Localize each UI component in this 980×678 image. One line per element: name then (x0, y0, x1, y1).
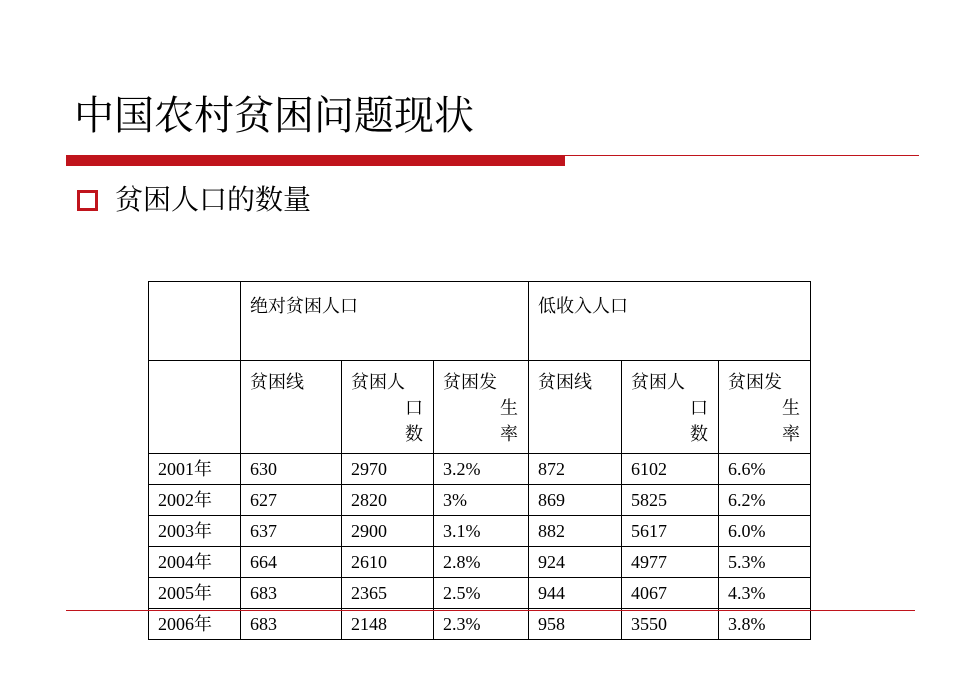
group-header-absolute-poverty: 绝对贫困人口 (241, 282, 529, 361)
table-cell: 944 (529, 578, 622, 609)
table-cell: 924 (529, 547, 622, 578)
bottom-divider-line (66, 610, 915, 611)
table-cell: 958 (529, 609, 622, 640)
table-cell: 2365 (342, 578, 434, 609)
year-cell: 2005年 (149, 578, 241, 609)
group-header-row (149, 282, 811, 361)
poverty-table (148, 281, 811, 640)
table-cell: 3.2% (434, 454, 529, 485)
table-cell: 637 (241, 516, 342, 547)
table-row (149, 454, 811, 485)
table-cell: 664 (241, 547, 342, 578)
table-cell: 882 (529, 516, 622, 547)
table-cell: 6102 (622, 454, 719, 485)
table-cell: 4977 (622, 547, 719, 578)
table-cell: 6.6% (719, 454, 811, 485)
table-cell: 2970 (342, 454, 434, 485)
table-cell: 6.2% (719, 485, 811, 516)
table-cell: 2820 (342, 485, 434, 516)
table-cell: 3% (434, 485, 529, 516)
table-cell: 683 (241, 578, 342, 609)
table-cell: 2.5% (434, 578, 529, 609)
table-row (149, 516, 811, 547)
column-header: 贫困人 口 数 (342, 361, 434, 454)
slide-title: 中国农村贫困问题现状 (74, 93, 474, 139)
table-cell: 869 (529, 485, 622, 516)
table-cell: 5825 (622, 485, 719, 516)
table-row (149, 547, 811, 578)
table-cell: 872 (529, 454, 622, 485)
year-cell: 2001年 (149, 454, 241, 485)
bullet-text: 贫困人口的数量 (115, 183, 312, 216)
table-cell: 2.8% (434, 547, 529, 578)
column-header: 贫困发 生 率 (434, 361, 529, 454)
table-cell: 627 (241, 485, 342, 516)
table-cell: 4067 (622, 578, 719, 609)
table-cell: 5617 (622, 516, 719, 547)
header-corner-cell (149, 282, 241, 361)
year-cell: 2003年 (149, 516, 241, 547)
square-bullet-icon (77, 190, 98, 211)
table-cell: 2.3% (434, 609, 529, 640)
table-cell: 6.0% (719, 516, 811, 547)
column-header: 贫困发 生 率 (719, 361, 811, 454)
table-cell: 4.3% (719, 578, 811, 609)
table-cell: 3550 (622, 609, 719, 640)
column-header-row (149, 361, 811, 454)
table-cell: 3.1% (434, 516, 529, 547)
table-cell: 683 (241, 609, 342, 640)
table-row (149, 609, 811, 640)
year-cell: 2006年 (149, 609, 241, 640)
year-cell: 2002年 (149, 485, 241, 516)
table-cell: 5.3% (719, 547, 811, 578)
column-header: 贫困线 (241, 361, 342, 454)
title-underline-thick (66, 155, 565, 166)
column-header (149, 361, 241, 454)
table-cell: 2900 (342, 516, 434, 547)
table-cell: 2610 (342, 547, 434, 578)
year-cell: 2004年 (149, 547, 241, 578)
table-row (149, 485, 811, 516)
column-header: 贫困线 (529, 361, 622, 454)
table-cell: 3.8% (719, 609, 811, 640)
group-header-low-income: 低收入人口 (529, 282, 811, 361)
table-row (149, 578, 811, 609)
table-cell: 2148 (342, 609, 434, 640)
column-header: 贫困人 口 数 (622, 361, 719, 454)
table-cell: 630 (241, 454, 342, 485)
